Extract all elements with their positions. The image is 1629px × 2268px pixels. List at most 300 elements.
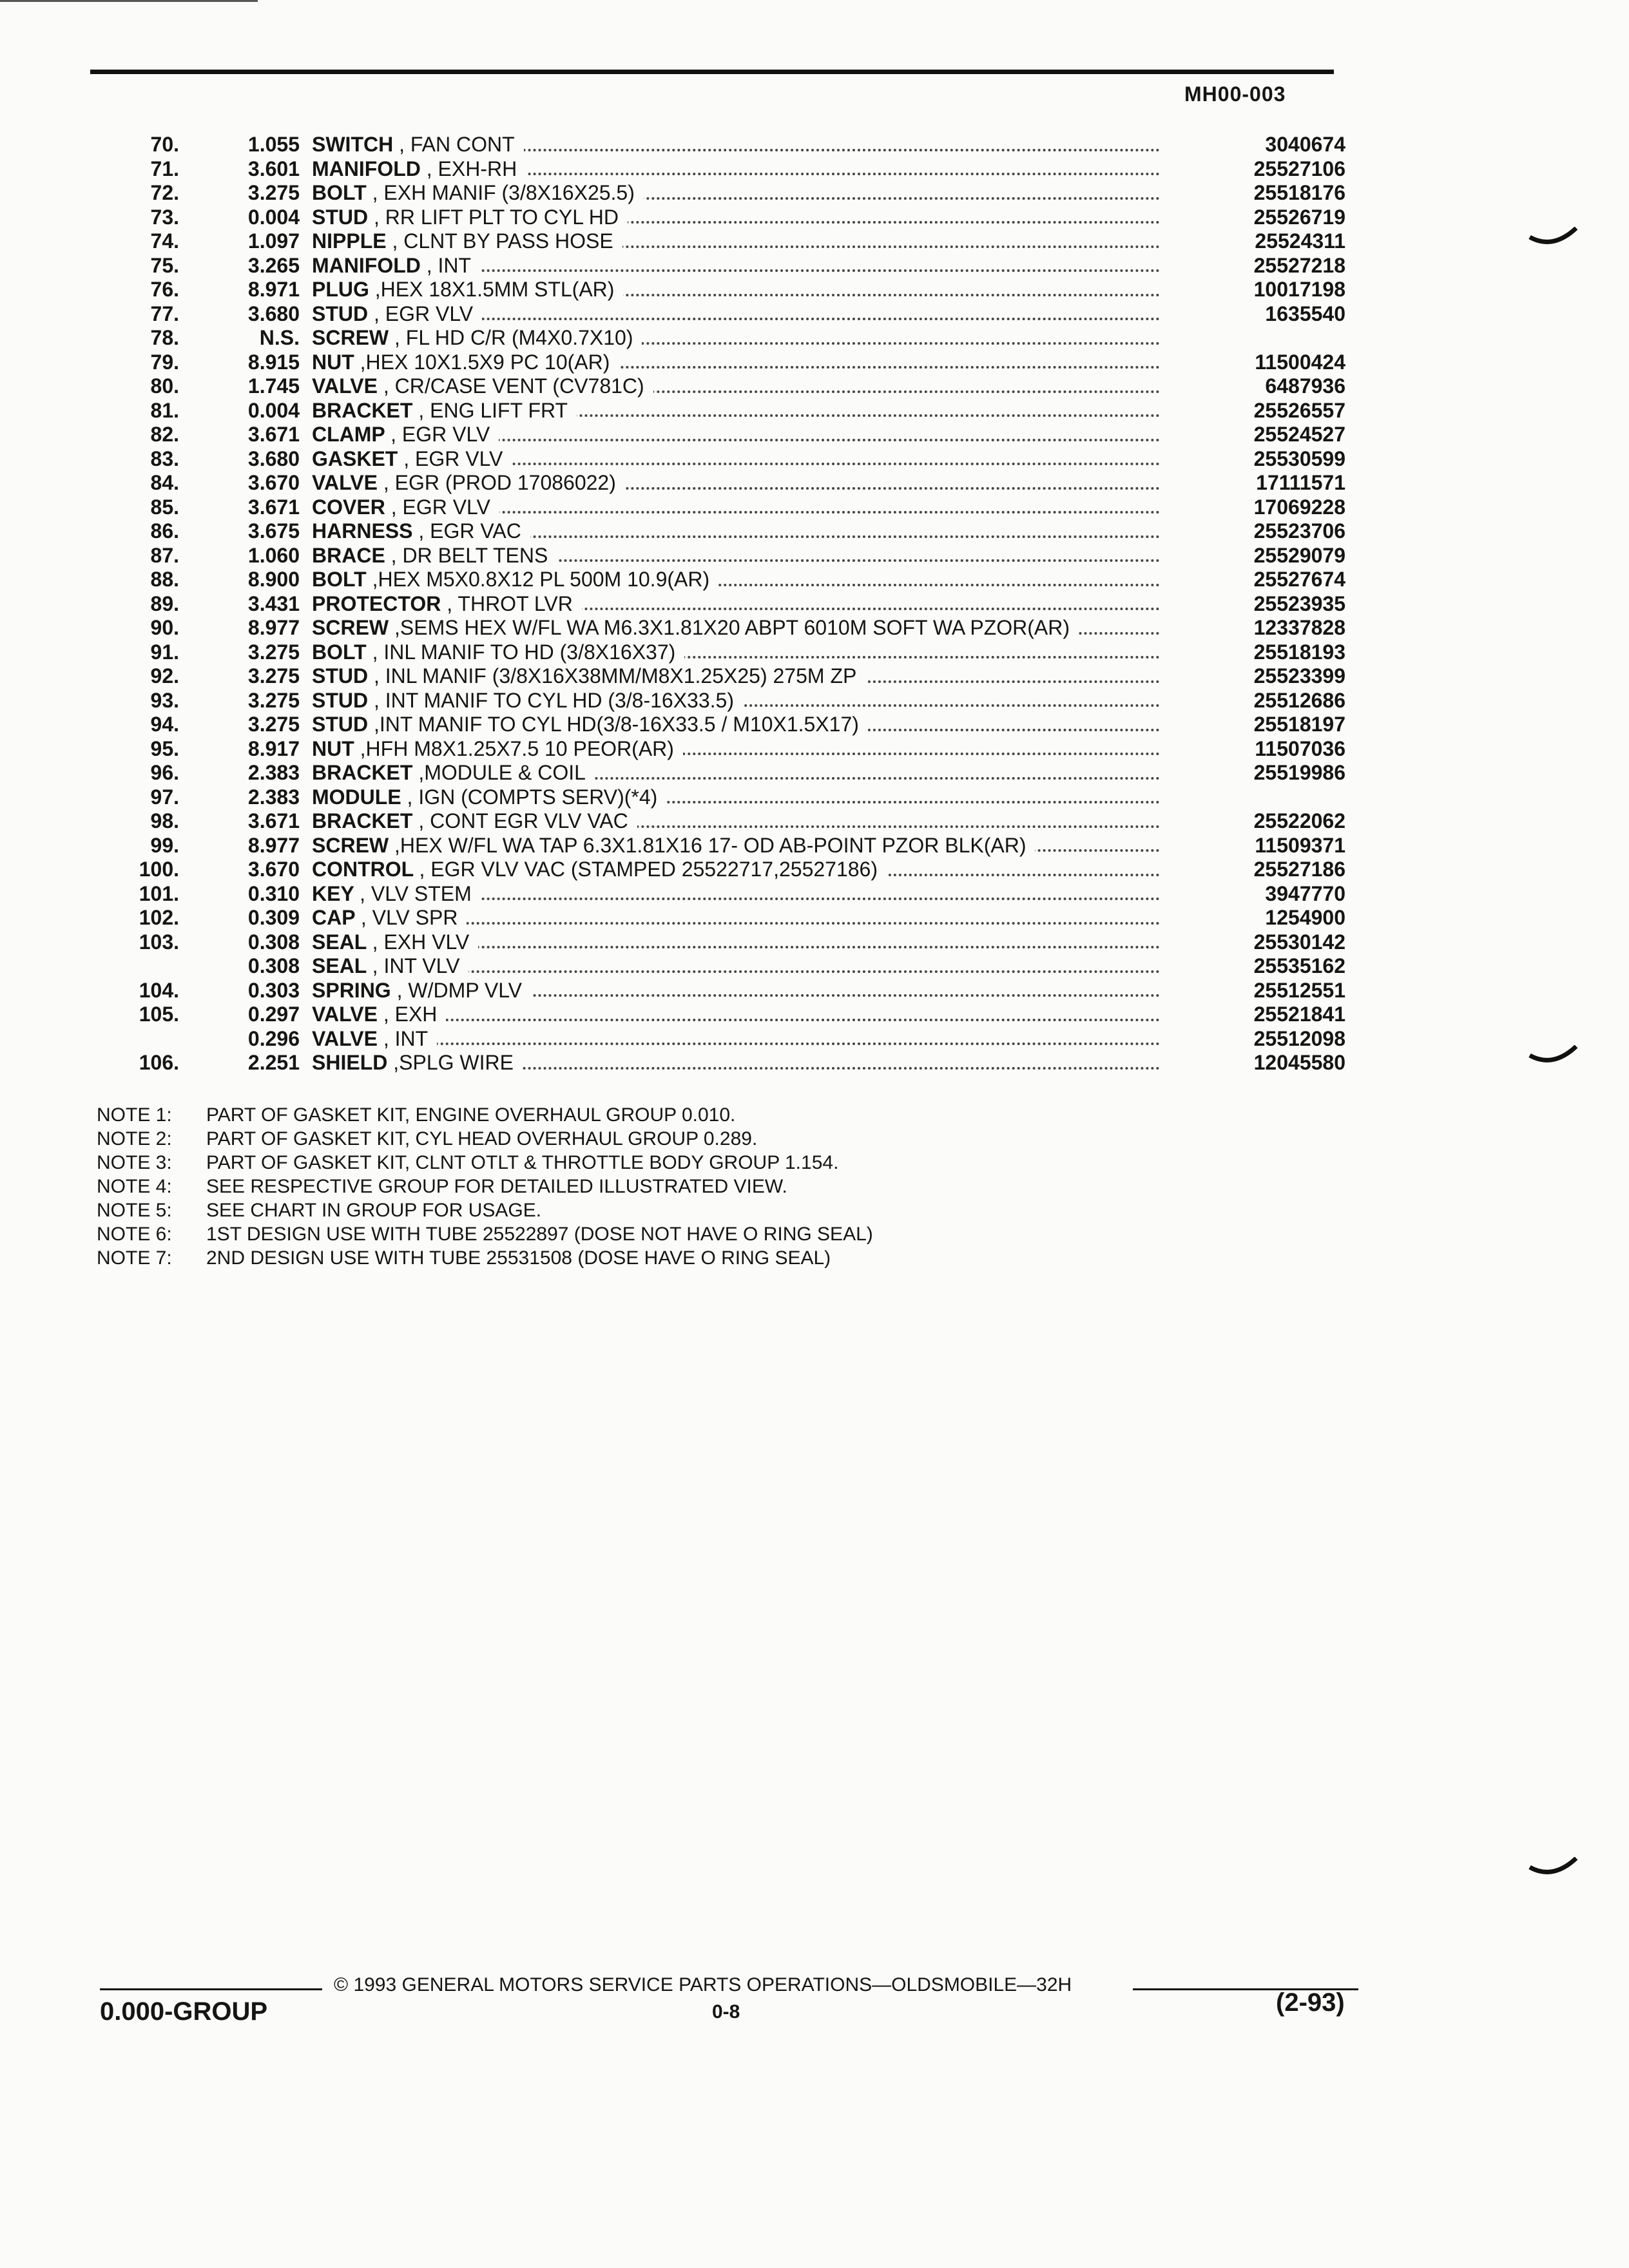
note-text: 2ND DESIGN USE WITH TUBE 25531508 (DOSE HAVE O RING SEAL) (206, 1247, 831, 1269)
part-description (312, 906, 1160, 930)
part-number: 25512686 (1253, 688, 1345, 712)
group-number: 0.296 (247, 1026, 300, 1050)
group-number: 1.055 (247, 133, 300, 156)
group-number: 3.670 (247, 471, 300, 494)
parts-row (97, 447, 1353, 472)
part-number: 25524311 (1255, 229, 1345, 253)
page-code: MH00-003 (1184, 82, 1286, 106)
part-description (312, 954, 1160, 979)
part-detail: ,INT MANIF TO CYL HD(3/8-16X33.5 / M10X1.5X17) (374, 713, 859, 736)
part-number: 25512098 (1253, 1026, 1345, 1050)
group-number: 0.297 (247, 1003, 300, 1026)
part-name: KEY (312, 881, 354, 905)
item-number: 89. (150, 591, 179, 615)
parts-row (97, 592, 1353, 617)
note-label: NOTE 6: (97, 1224, 172, 1245)
item-number: 100. (139, 858, 179, 881)
part-name: HARNESS (312, 519, 413, 543)
parts-row (97, 809, 1353, 834)
part-detail: , EXH MANIF (3/8X16X25.5) (372, 181, 635, 204)
part-description (312, 1003, 1160, 1027)
part-detail: , IGN (COMPTS SERV)(*4) (407, 785, 658, 809)
item-number: 72. (150, 181, 179, 204)
item-number: 103. (139, 930, 179, 954)
parts-row (97, 1003, 1353, 1027)
group-number: 0.309 (247, 906, 300, 929)
part-description (312, 568, 1160, 592)
part-description (312, 592, 1160, 617)
part-description (312, 930, 1160, 955)
group-number: 8.900 (247, 568, 300, 591)
part-detail: , INT (426, 253, 472, 277)
part-detail: , DR BELT TENS (390, 543, 548, 567)
part-number: 25523399 (1253, 664, 1345, 687)
group-number: 8.971 (247, 278, 300, 301)
part-name: BOLT (312, 568, 367, 591)
parts-row (97, 1027, 1353, 1052)
parts-row (97, 906, 1353, 930)
note-label: NOTE 2: (97, 1128, 172, 1149)
note-item (97, 1198, 873, 1222)
part-description (312, 423, 1160, 447)
part-detail: , INT (383, 1026, 429, 1050)
item-number: 74. (150, 229, 179, 253)
parts-row (97, 278, 1353, 302)
part-number: 25524527 (1253, 423, 1345, 446)
notes-list (97, 1103, 873, 1270)
part-name: CAP (312, 906, 355, 929)
parts-row (97, 254, 1353, 278)
part-detail: , VLV SPR (360, 906, 458, 929)
part-number: 25530142 (1253, 930, 1345, 954)
part-detail: ,SEMS HEX W/FL WA M6.3X1.81X20 ABPT 6010M SOFT WA PZOR(AR) (394, 616, 1070, 639)
part-number: 25527218 (1253, 253, 1345, 277)
part-number: 25527106 (1253, 157, 1345, 180)
group-number: 1.745 (247, 374, 300, 398)
parts-row (97, 399, 1353, 423)
parts-row (97, 664, 1353, 689)
part-detail: ,SPLG WIRE (393, 1051, 514, 1074)
item-number: 87. (150, 543, 179, 567)
item-number: 79. (150, 350, 179, 374)
item-number: 78. (150, 326, 179, 349)
part-name: SEAL (312, 930, 367, 954)
part-detail: , INL MANIF (3/8X16X38MM/M8X1.25X25) 275M ZP (374, 664, 857, 687)
part-detail: , W/DMP VLV (396, 978, 522, 1002)
group-number: 2.383 (247, 785, 300, 809)
part-detail: , FAN CONT (399, 133, 515, 156)
parts-row (97, 568, 1353, 592)
item-number: 90. (150, 616, 179, 639)
part-number: 25535162 (1253, 954, 1345, 977)
group-number: 3.275 (247, 181, 300, 204)
part-description (312, 302, 1160, 327)
part-name: CONTROL (312, 858, 414, 881)
part-description (312, 206, 1160, 230)
part-name: SCREW (312, 833, 389, 857)
note-label: NOTE 5: (97, 1200, 172, 1221)
part-name: NUT (312, 350, 354, 374)
part-number: 3947770 (1265, 881, 1345, 905)
part-name: MANIFOLD (312, 253, 421, 277)
part-description (312, 834, 1160, 858)
item-number: 76. (150, 278, 179, 301)
part-name: BRACKET (312, 809, 413, 832)
part-description (312, 399, 1160, 423)
part-name: STUD (312, 302, 369, 325)
item-number: 104. (139, 978, 179, 1002)
part-number: 1635540 (1265, 302, 1345, 325)
part-description (312, 689, 1160, 713)
part-description (312, 157, 1160, 182)
item-number: 96. (150, 761, 179, 784)
item-number: 101. (139, 881, 179, 905)
group-number: 0.310 (247, 881, 300, 905)
item-number: 73. (150, 205, 179, 229)
note-text: SEE RESPECTIVE GROUP FOR DETAILED ILLUSTRATED VIEW. (206, 1176, 787, 1197)
part-number: 25518197 (1253, 713, 1345, 736)
parts-row (97, 954, 1353, 979)
part-detail: ,MODULE & COIL (418, 761, 586, 784)
group-number: 3.671 (247, 495, 300, 519)
part-detail: , EGR VAC (418, 519, 521, 543)
part-description (312, 495, 1160, 520)
group-number: 8.977 (247, 616, 300, 639)
footer-copyright: © 1993 GENERAL MOTORS SERVICE PARTS OPERATIONS—OLDSMOBILE—32H (334, 1974, 1072, 1995)
group-number: 2.251 (247, 1051, 300, 1074)
parts-row (97, 616, 1353, 640)
part-name: VALVE (312, 374, 378, 398)
parts-row (97, 133, 1353, 157)
part-description (312, 351, 1160, 375)
part-description (312, 809, 1160, 834)
parts-row (97, 713, 1353, 737)
part-number: 25522062 (1253, 809, 1345, 832)
parts-row (97, 544, 1353, 568)
item-number: 91. (150, 640, 179, 664)
part-description (312, 979, 1160, 1003)
parts-row (97, 326, 1353, 351)
part-detail: ,HEX 10X1.5X9 PC 10(AR) (360, 350, 610, 374)
parts-row (97, 930, 1353, 955)
part-name: BOLT (312, 181, 367, 204)
part-name: STUD (312, 713, 369, 736)
item-number: 75. (150, 253, 179, 277)
part-number: 25529079 (1253, 543, 1345, 567)
part-number: 11507036 (1255, 736, 1345, 760)
part-number: 3040674 (1265, 133, 1345, 156)
item-number: 99. (150, 833, 179, 857)
group-number: 8.917 (247, 736, 300, 760)
part-description (312, 326, 1160, 351)
part-description (312, 229, 1160, 254)
group-number: 3.675 (247, 519, 300, 543)
part-description (312, 640, 1160, 665)
part-description (312, 664, 1160, 689)
item-number: 86. (150, 519, 179, 543)
group-number: 3.671 (247, 809, 300, 832)
group-number: 3.265 (247, 253, 300, 277)
part-number: 12045580 (1253, 1051, 1345, 1074)
item-number: 71. (150, 157, 179, 180)
item-number: 88. (150, 568, 179, 591)
part-description (312, 882, 1160, 907)
part-detail: , ENG LIFT FRT (418, 398, 568, 422)
note-text: PART OF GASKET KIT, CLNT OTLT & THROTTLE BODY GROUP 1.154. (206, 1152, 839, 1173)
note-label: NOTE 7: (97, 1247, 172, 1269)
part-description (312, 519, 1160, 544)
parts-row (97, 761, 1353, 785)
item-number: 98. (150, 809, 179, 832)
part-name: BRACKET (312, 398, 413, 422)
group-number: 1.097 (247, 229, 300, 253)
part-number: 11509371 (1255, 833, 1345, 857)
parts-row (97, 1051, 1353, 1075)
part-number: 25521841 (1253, 1003, 1345, 1026)
part-name: SPRING (312, 978, 391, 1002)
group-number: 3.671 (247, 423, 300, 446)
note-item (97, 1103, 873, 1127)
parts-row (97, 423, 1353, 447)
part-detail: , EGR VLV (374, 302, 474, 325)
part-detail: , EXH-RH (426, 157, 517, 180)
part-detail: ,HEX 18X1.5MM STL(AR) (374, 278, 615, 301)
note-item (97, 1246, 873, 1270)
note-item (97, 1151, 873, 1175)
part-description (312, 713, 1160, 737)
part-name: SCREW (312, 616, 389, 639)
part-number: 17111571 (1256, 471, 1345, 494)
item-number: 105. (139, 1003, 179, 1026)
part-description (312, 785, 1160, 810)
group-number: 0.303 (247, 978, 300, 1002)
part-name: CLAMP (312, 423, 385, 446)
group-number: 0.308 (247, 954, 300, 977)
group-number: 3.670 (247, 858, 300, 881)
part-name: COVER (312, 495, 385, 519)
scan-artifact-line (0, 0, 258, 2)
part-name: STUD (312, 688, 369, 712)
group-number: 0.004 (247, 205, 300, 229)
part-number: 12337828 (1253, 616, 1345, 639)
part-name: STUD (312, 664, 369, 687)
part-name: VALVE (312, 1003, 378, 1026)
binder-tick-mark (1527, 1045, 1579, 1071)
group-number: 3.680 (247, 447, 300, 470)
part-detail: ,HEX W/FL WA TAP 6.3X1.81X16 17- OD AB-POINT PZOR BLK(AR) (394, 833, 1027, 857)
binder-tick-mark (1527, 227, 1579, 253)
parts-row (97, 640, 1353, 665)
group-number: 3.275 (247, 664, 300, 687)
part-number: 25526719 (1253, 205, 1345, 229)
header-rule (90, 70, 1334, 74)
footer-rule-left (100, 1988, 322, 1990)
part-description (312, 181, 1160, 206)
part-detail: , INT MANIF TO CYL HD (3/8-16X33.5) (374, 688, 734, 712)
item-number: 81. (150, 398, 179, 422)
part-detail: , CR/CASE VENT (CV781C) (383, 374, 644, 398)
part-number: 25530599 (1253, 447, 1345, 470)
parts-row (97, 229, 1353, 254)
part-detail: , EGR VLV VAC (STAMPED 25522717,25527186) (419, 858, 878, 881)
part-detail: , EXH (383, 1003, 438, 1026)
part-name: PLUG (312, 278, 369, 301)
part-number: 25523706 (1253, 519, 1345, 543)
parts-row (97, 374, 1353, 399)
group-number: 1.060 (247, 543, 300, 567)
part-name: SHIELD (312, 1051, 388, 1074)
part-name: SCREW (312, 326, 389, 349)
note-item (97, 1222, 873, 1246)
note-text: PART OF GASKET KIT, CYL HEAD OVERHAUL GROUP 0.289. (206, 1128, 758, 1149)
part-number: 25518176 (1253, 181, 1345, 204)
part-number: 25518193 (1253, 640, 1345, 664)
part-detail: , CONT EGR VLV VAC (418, 809, 628, 832)
note-item (97, 1175, 873, 1198)
item-number: 106. (139, 1051, 179, 1074)
part-description (312, 616, 1160, 640)
group-number: 3.275 (247, 713, 300, 736)
note-text: 1ST DESIGN USE WITH TUBE 25522897 (DOSE NOT HAVE O RING SEAL) (206, 1224, 873, 1245)
part-detail: , INL MANIF TO HD (3/8X16X37) (372, 640, 676, 664)
part-description (312, 737, 1160, 762)
part-name: STUD (312, 205, 369, 229)
part-detail: ,HFH M8X1.25X7.5 10 PEOR(AR) (360, 736, 674, 760)
part-name: SEAL (312, 954, 367, 977)
item-number: 94. (150, 713, 179, 736)
parts-row (97, 858, 1353, 882)
part-detail: , FL HD C/R (M4X0.7X10) (394, 326, 633, 349)
part-number: 25527674 (1253, 568, 1345, 591)
note-label: NOTE 1: (97, 1104, 172, 1126)
item-number: 82. (150, 423, 179, 446)
parts-row (97, 181, 1353, 206)
note-item (97, 1127, 873, 1151)
part-number: 1254900 (1265, 906, 1345, 929)
group-number: 2.383 (247, 761, 300, 784)
part-number: 11500424 (1255, 350, 1345, 374)
part-name: BRACE (312, 543, 385, 567)
part-detail: , VLV STEM (360, 881, 472, 905)
part-name: MANIFOLD (312, 157, 421, 180)
part-detail: , RR LIFT PLT TO CYL HD (374, 205, 619, 229)
part-name: BRACKET (312, 761, 413, 784)
note-label: NOTE 4: (97, 1176, 172, 1197)
part-description (312, 374, 1160, 399)
part-number: 25519986 (1253, 761, 1345, 784)
item-number: 93. (150, 688, 179, 712)
group-number: 3.680 (247, 302, 300, 325)
part-name: NUT (312, 736, 354, 760)
binder-tick-mark (1527, 1857, 1579, 1883)
item-number: 92. (150, 664, 179, 687)
parts-row (97, 351, 1353, 375)
item-number: 95. (150, 736, 179, 760)
item-number: 83. (150, 447, 179, 470)
part-description (312, 761, 1160, 785)
parts-row (97, 206, 1353, 230)
part-number: 10017198 (1253, 278, 1345, 301)
part-detail: , CLNT BY PASS HOSE (392, 229, 613, 253)
footer-group-label: 0.000-GROUP (100, 1997, 268, 2026)
note-text: PART OF GASKET KIT, ENGINE OVERHAUL GROUP 0.010. (206, 1104, 736, 1126)
part-description (312, 254, 1160, 278)
part-detail: , EGR (PROD 17086022) (383, 471, 616, 494)
part-detail: , THROT LVR (447, 591, 573, 615)
part-detail: , EGR VLV (390, 423, 490, 446)
note-label: NOTE 3: (97, 1152, 172, 1173)
group-number: 3.275 (247, 640, 300, 664)
part-description (312, 471, 1160, 495)
part-description (312, 1051, 1160, 1075)
part-detail: ,HEX M5X0.8X12 PL 500M 10.9(AR) (372, 568, 710, 591)
part-number: 25512551 (1253, 978, 1345, 1002)
group-number: 8.915 (247, 350, 300, 374)
group-number: N.S. (259, 326, 300, 349)
item-number: 85. (150, 495, 179, 519)
parts-row (97, 882, 1353, 907)
item-number: 80. (150, 374, 179, 398)
part-name: GASKET (312, 447, 398, 470)
parts-row (97, 834, 1353, 858)
parts-row (97, 689, 1353, 713)
part-description (312, 447, 1160, 472)
part-description (312, 278, 1160, 302)
part-detail: , EGR VLV (390, 495, 490, 519)
part-name: SWITCH (312, 133, 394, 156)
parts-row (97, 737, 1353, 762)
part-detail: , INT VLV (372, 954, 460, 977)
footer-date: (2-93) (1276, 1988, 1345, 2017)
note-text: SEE CHART IN GROUP FOR USAGE. (206, 1200, 542, 1221)
group-number: 3.601 (247, 157, 300, 180)
footer-page-number: 0-8 (712, 2001, 740, 2023)
part-name: PROTECTOR (312, 591, 441, 615)
part-number: 25527186 (1253, 858, 1345, 881)
parts-list (97, 133, 1353, 1075)
part-description (312, 1027, 1160, 1052)
parts-row (97, 979, 1353, 1003)
parts-row (97, 519, 1353, 544)
part-number: 25526557 (1253, 398, 1345, 422)
part-name: VALVE (312, 471, 378, 494)
part-description (312, 133, 1160, 157)
parts-row (97, 785, 1353, 810)
group-number: 0.308 (247, 930, 300, 954)
part-detail: , EGR VLV (403, 447, 503, 470)
part-description (312, 544, 1160, 568)
part-number: 17069228 (1253, 495, 1345, 519)
item-number: 84. (150, 471, 179, 494)
parts-row (97, 471, 1353, 495)
part-name: MODULE (312, 785, 401, 809)
part-detail: , EXH VLV (372, 930, 470, 954)
part-number: 25523935 (1253, 591, 1345, 615)
group-number: 3.275 (247, 688, 300, 712)
part-description (312, 858, 1160, 882)
item-number: 77. (150, 302, 179, 325)
parts-row (97, 157, 1353, 182)
group-number: 8.977 (247, 833, 300, 857)
part-name: VALVE (312, 1026, 378, 1050)
parts-row (97, 302, 1353, 327)
item-number: 70. (150, 133, 179, 156)
item-number: 102. (139, 906, 179, 929)
group-number: 3.431 (247, 591, 300, 615)
part-name: NIPPLE (312, 229, 387, 253)
part-number: 6487936 (1265, 374, 1345, 398)
parts-row (97, 495, 1353, 520)
